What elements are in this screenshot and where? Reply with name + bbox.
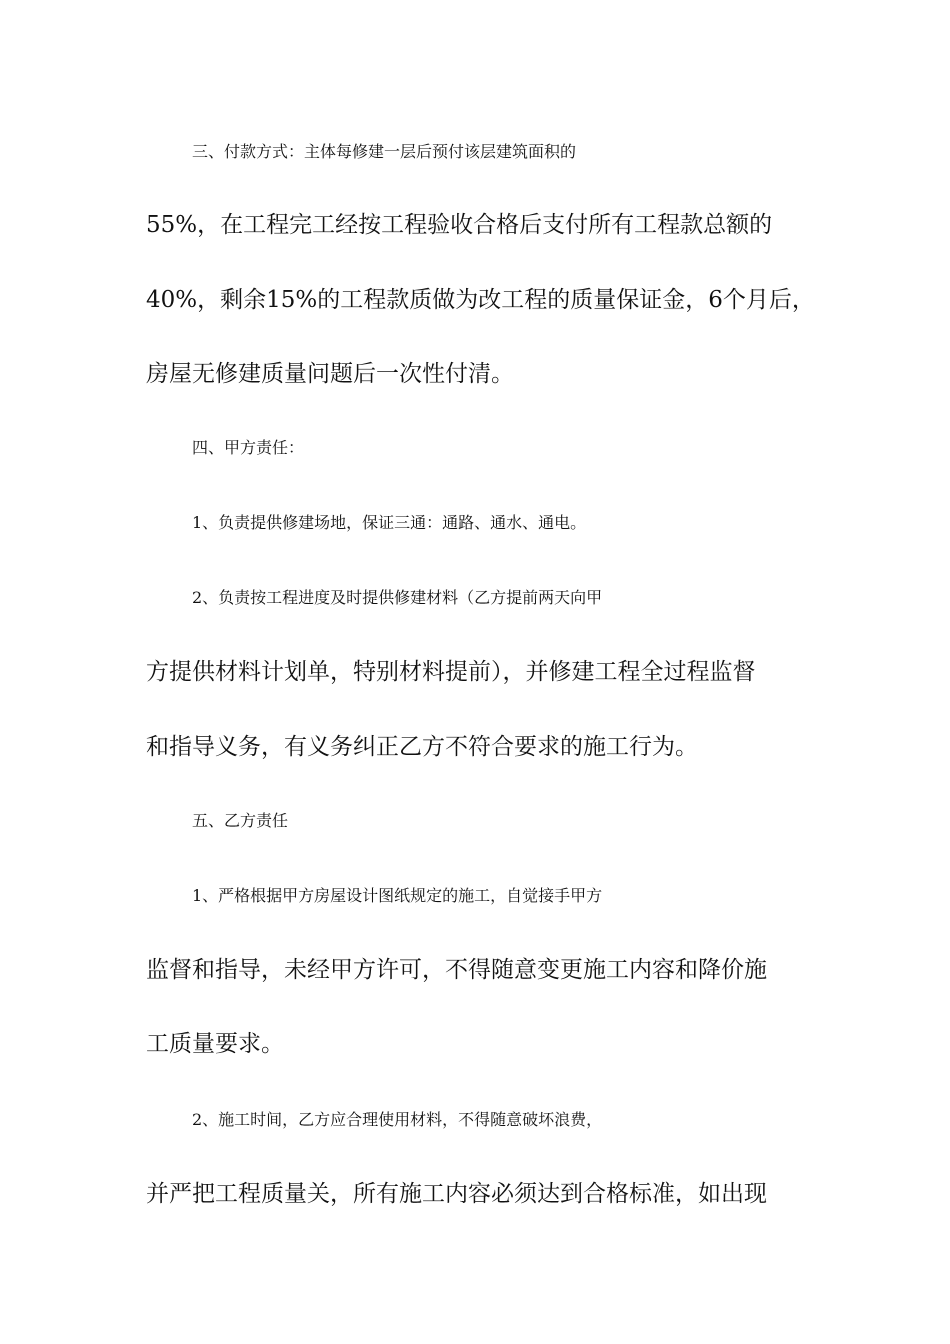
text-line: 1、负责提供修建场地，保证三通：通路、通水、通电。 <box>192 513 587 532</box>
text-line: 工质量要求。 <box>146 1031 284 1057</box>
section-heading-party-a: 四、甲方责任： <box>192 438 305 457</box>
text-line: 2、负责按工程进度及时提供修建材料（乙方提前两天向甲 <box>192 588 603 607</box>
text-line-payment-heading: 三、付款方式：主体每修建一层后预付该层建筑面积的 <box>192 142 577 161</box>
text-line: 40%，剩余15%的工程款质做为改工程的质量保证金，6个月后， <box>146 287 815 313</box>
section-heading-party-b: 五、乙方责任 <box>192 811 289 830</box>
text-line: 房屋无修建质量问题后一次性付清。 <box>146 361 514 387</box>
text-line: 并严把工程质量关，所有施工内容必须达到合格标准，如出现 <box>146 1181 767 1207</box>
text-line: 方提供材料计划单，特别材料提前），并修建工程全过程监督 <box>146 659 756 685</box>
text-line: 监督和指导，未经甲方许可，不得随意变更施工内容和降价施 <box>146 957 767 983</box>
text-line: 2、施工时间，乙方应合理使用材料，不得随意破坏浪费， <box>192 1110 603 1129</box>
text-line: 和指导义务，有义务纠正乙方不符合要求的施工行为。 <box>146 734 698 760</box>
text-line: 1、严格根据甲方房屋设计图纸规定的施工，自觉接手甲方 <box>192 886 603 905</box>
text-line: 55%，在工程完工经按工程验收合格后支付所有工程款总额的 <box>146 212 773 238</box>
